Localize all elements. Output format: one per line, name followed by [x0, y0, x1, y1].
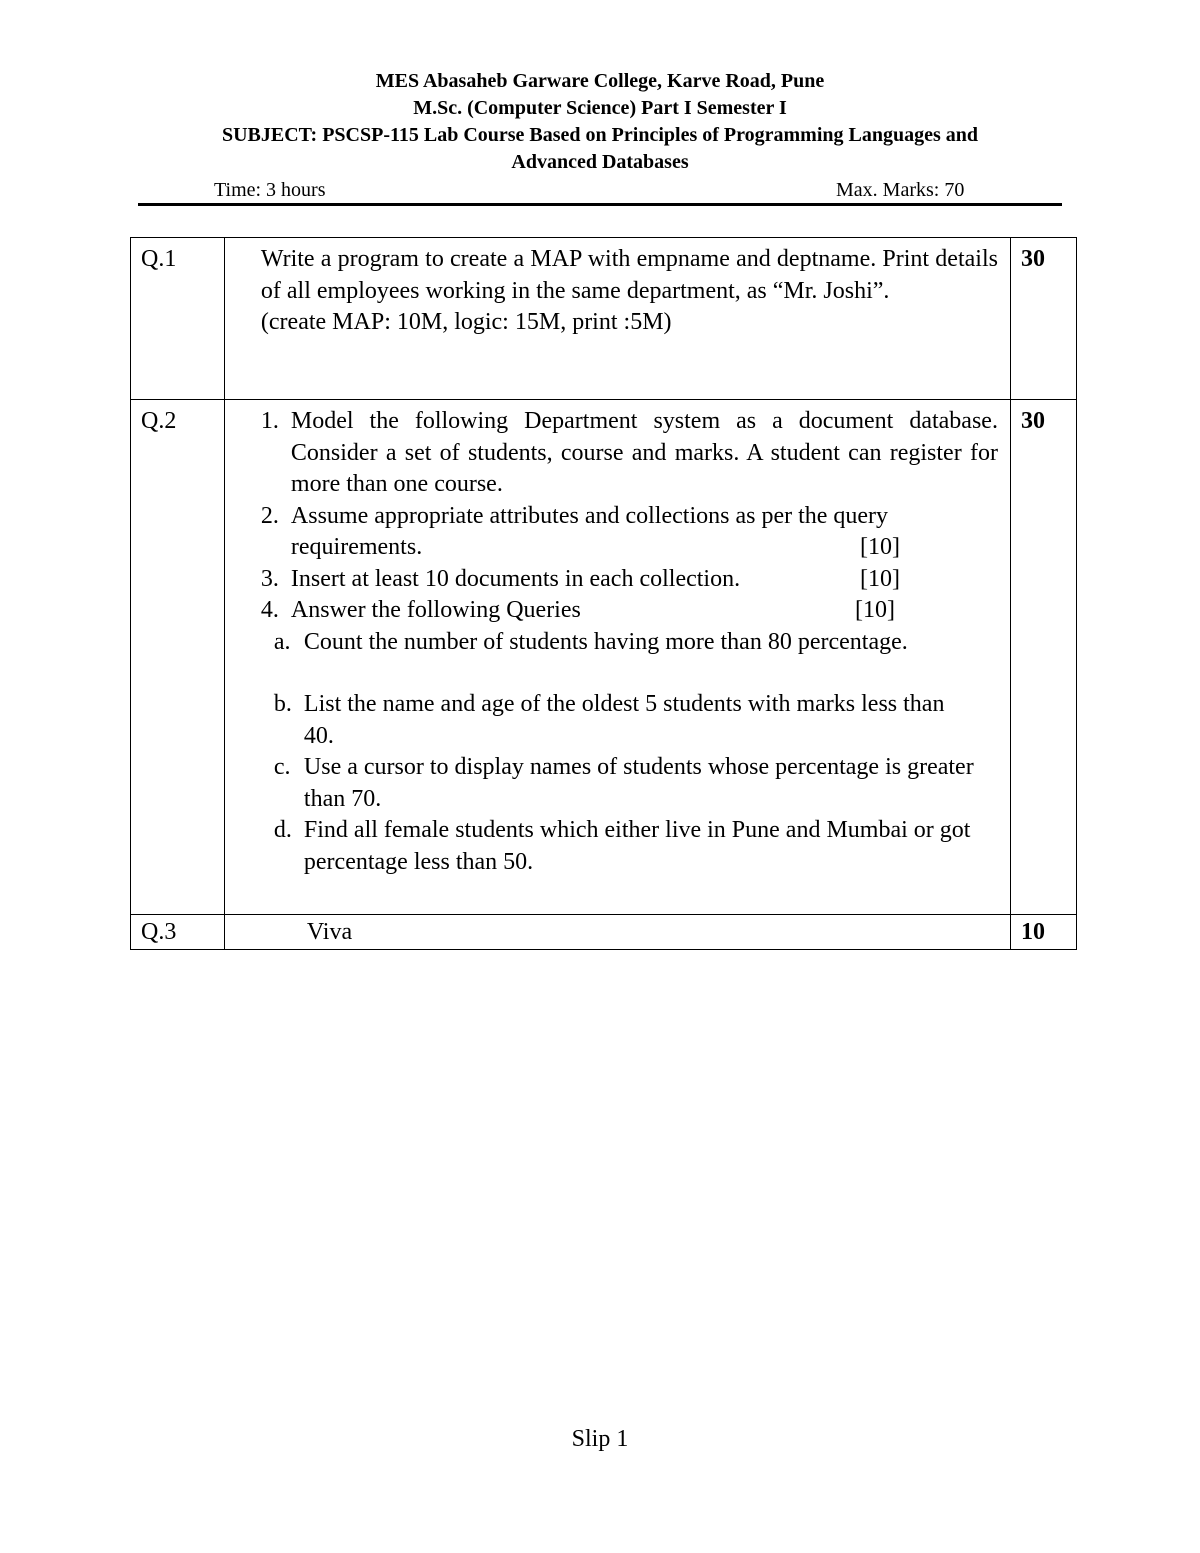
question-row: [131, 400, 1077, 915]
list-item: [261, 627, 978, 690]
question-text: Viva: [224, 915, 1010, 950]
header-divider: [138, 203, 1062, 206]
document-header: [138, 68, 1062, 176]
question-body: [224, 400, 1010, 915]
question-body: [224, 238, 1010, 400]
task-list: [261, 406, 998, 627]
item-text: Assume appropriate attributes and collections as per the query: [290, 502, 889, 529]
item-text: Insert at least 10 documents in each collection.: [290, 565, 741, 592]
list-item: [261, 564, 998, 596]
item-letter: d.: [273, 817, 292, 843]
time-allowed: Time: 3 hours: [214, 179, 326, 201]
list-item: [261, 501, 998, 564]
max-marks: Max. Marks: 70: [836, 179, 965, 201]
item-text: Find all female students which either live in Pune and Mumbai or got percentage less than 50.: [303, 817, 971, 875]
subject-line: SUBJECT: PSCSP-115 Lab Course Based on Principles of Programming Languages and: [221, 124, 978, 146]
question-number: Q.2: [131, 400, 225, 915]
item-number: 1.: [260, 408, 279, 434]
item-text: Answer the following Queries: [290, 597, 581, 623]
question-text: Write a program to create a MAP with empname and deptname. Print details of all employees working in the same department, as “Mr. Joshi”.: [260, 246, 998, 304]
question-number: Q.1: [131, 238, 225, 400]
item-text: List the name and age of the oldest 5 students with marks less than 40.: [303, 691, 945, 749]
item-text: Count the number of students having more than 80 percentage.: [303, 628, 908, 655]
slip-label: Slip 1: [571, 1426, 629, 1452]
list-item: [261, 815, 978, 878]
item-text: Model the following Department system as a document database. Consider a set of students, course and marks. A student can register for more than one course.: [290, 408, 998, 497]
question-row: [131, 915, 1077, 950]
question-marks: 30: [1010, 400, 1076, 915]
question-number: Q.3: [131, 915, 225, 950]
item-number: 4.: [260, 597, 279, 623]
question-row: [131, 238, 1077, 400]
item-letter: c.: [273, 754, 291, 780]
item-marks: [10]: [859, 534, 900, 560]
list-item: [261, 595, 998, 627]
question-marks: 30: [1010, 238, 1076, 400]
item-letter: b.: [273, 691, 292, 717]
list-item: [261, 752, 978, 815]
marking-scheme: (create MAP: 10M, logic: 15M, print :5M): [260, 309, 672, 335]
list-item: [261, 689, 978, 752]
question-marks: 10: [1010, 915, 1076, 950]
query-list: [261, 627, 998, 879]
college-name: MES Abasaheb Garware College, Karve Road, Pune: [375, 70, 825, 92]
item-number: 3.: [260, 565, 279, 592]
item-number: 2.: [260, 502, 279, 529]
item-marks: [10]: [854, 597, 895, 623]
list-item: [261, 406, 998, 501]
subject-line-continued: Advanced Databases: [511, 151, 689, 173]
item-marks: [10]: [859, 565, 900, 592]
item-letter: a.: [273, 628, 291, 655]
question-table: [130, 237, 1077, 950]
item-text: Use a cursor to display names of students whose percentage is greater than 70.: [303, 754, 974, 812]
item-text-continued: requirements.: [290, 534, 423, 560]
course-title: M.Sc. (Computer Science) Part I Semester I: [413, 97, 787, 119]
